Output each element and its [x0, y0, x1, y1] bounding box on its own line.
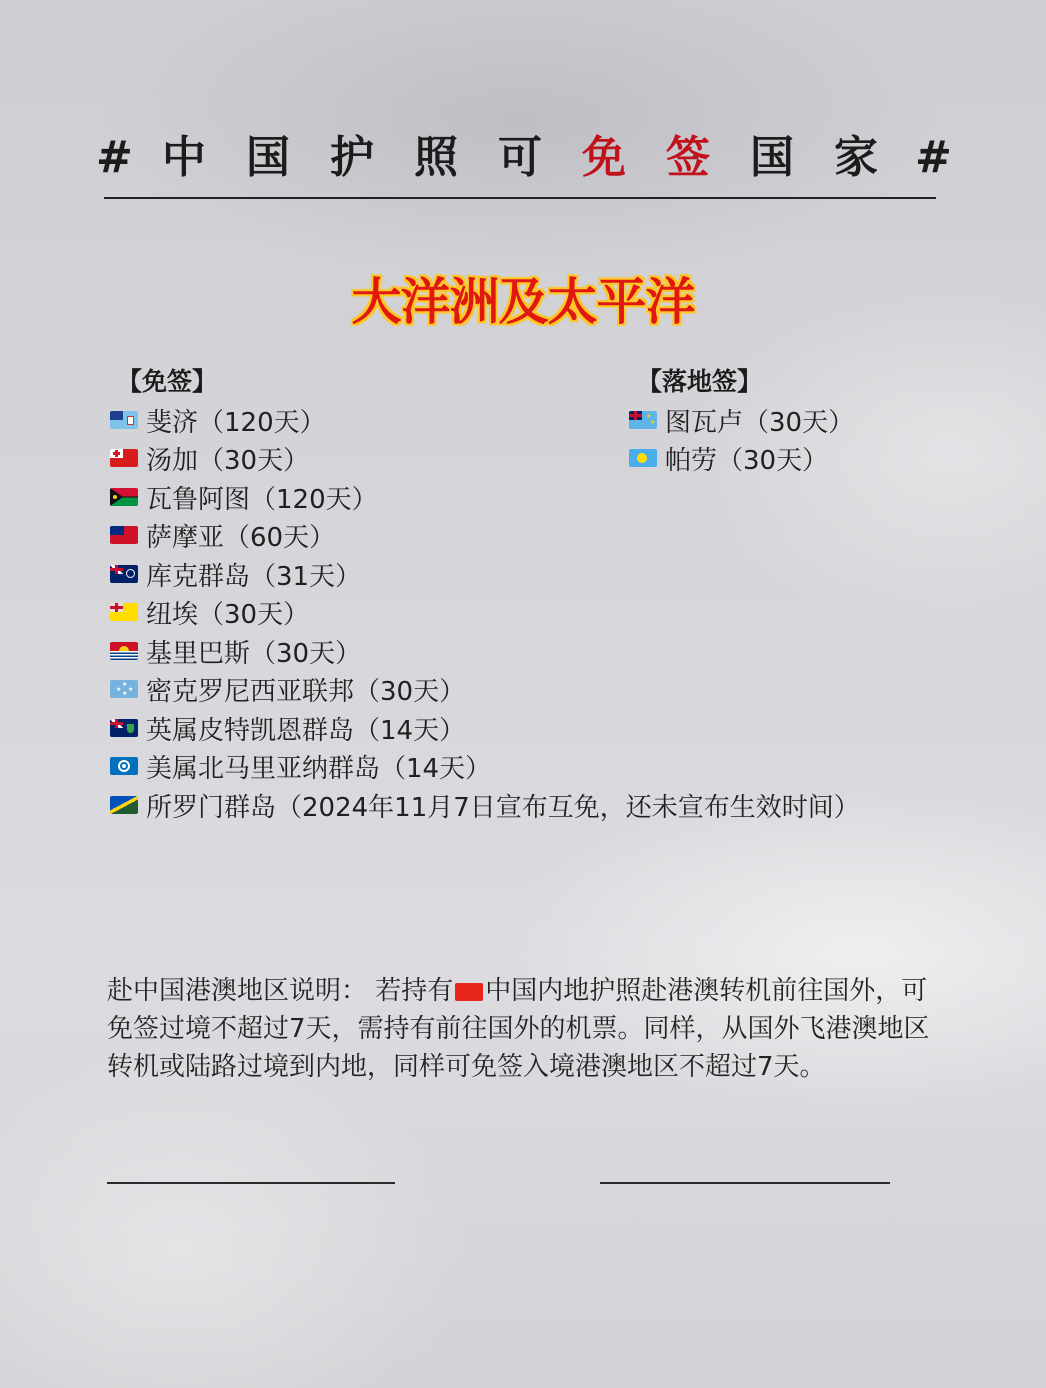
country-label: 英属皮特凯恩群岛（14天）	[146, 715, 466, 746]
visa-free-heading: 【免签】	[117, 367, 218, 396]
list-item	[110, 557, 361, 591]
page-title	[0, 128, 1046, 188]
list-item	[110, 480, 378, 514]
title-char: 中	[162, 132, 206, 183]
title-char-highlight: 签	[666, 132, 710, 183]
divider-left	[107, 1182, 395, 1184]
country-label: 萨摩亚（60天）	[146, 522, 336, 553]
visa-on-arrival-heading: 【落地签】	[637, 367, 763, 396]
country-label: 瓦鲁阿图（120天）	[146, 484, 378, 515]
title-char: 国	[750, 132, 794, 183]
country-label: 美属北马里亚纳群岛（14天）	[146, 753, 492, 784]
list-item	[110, 518, 335, 552]
title-char: 家	[834, 132, 878, 183]
title-hash-left: #	[96, 132, 133, 183]
country-label: 库克群岛（31天）	[146, 561, 362, 592]
note-text: 中国内地护照赴港澳转机前往国外，可免签过境不超过7天，需持有前往国外的机票。同样，从国外飞港澳地区转机或陆路过境到内地，同样可免签入境港澳地区不超过7天。	[107, 976, 930, 1082]
cook-islands-flag-icon	[110, 565, 138, 583]
title-char: 可	[498, 132, 542, 183]
title-char: 护	[330, 132, 374, 183]
title-char: 国	[246, 132, 290, 183]
pitcairn-flag-icon	[110, 719, 138, 737]
list-item	[110, 711, 465, 745]
title-underline	[104, 197, 936, 199]
country-label: 所罗门群岛（2024年11月7日宣布互免，还未宣布生效时间）	[146, 792, 860, 823]
palau-flag-icon	[629, 449, 657, 467]
title-char: 照	[414, 132, 458, 183]
list-item	[629, 403, 854, 437]
list-item	[110, 595, 309, 629]
country-label: 汤加（30天）	[146, 445, 310, 476]
tonga-flag-icon	[110, 449, 138, 467]
title-hash-right: #	[915, 132, 952, 183]
note-text: 赴中国港澳地区说明： 若持有	[107, 976, 454, 1006]
china-flag-icon	[455, 983, 483, 1001]
divider-right	[600, 1182, 890, 1184]
country-label: 图瓦卢（30天）	[665, 407, 855, 438]
list-item	[110, 672, 465, 706]
list-item	[110, 634, 361, 668]
hk-macau-note	[107, 972, 937, 1086]
region-subtitle: 大洋洲及太平洋	[351, 273, 695, 331]
title-char-highlight: 免	[582, 132, 626, 183]
list-item	[629, 441, 828, 475]
kiribati-flag-icon	[110, 642, 138, 660]
micronesia-flag-icon: ★ ★ ★ ★	[110, 680, 138, 698]
country-label: 基里巴斯（30天）	[146, 638, 362, 669]
list-item	[110, 788, 860, 822]
list-item	[110, 441, 309, 475]
samoa-flag-icon	[110, 526, 138, 544]
fiji-flag-icon	[110, 411, 138, 429]
country-label: 斐济（120天）	[146, 407, 326, 438]
tuvalu-flag-icon: ★ ★	[629, 411, 657, 429]
vanuatu-flag-icon	[110, 488, 138, 506]
country-label: 纽埃（30天）	[146, 599, 310, 630]
country-label: 密克罗尼西亚联邦（30天）	[146, 676, 466, 707]
northern-mariana-flag-icon	[110, 757, 138, 775]
list-item	[110, 403, 326, 437]
list-item	[110, 749, 491, 783]
niue-flag-icon	[110, 603, 138, 621]
solomon-islands-flag-icon	[110, 796, 138, 814]
country-label: 帕劳（30天）	[665, 445, 829, 476]
